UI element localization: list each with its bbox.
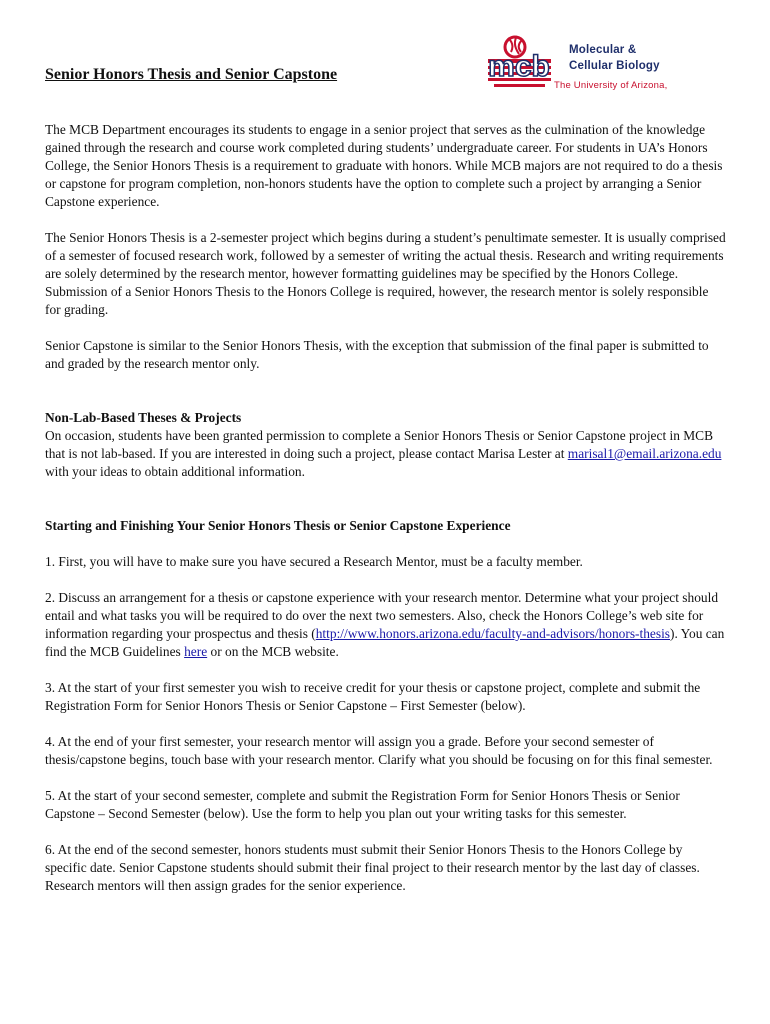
step-1: 1. First, you will have to make sure you have secured a Research Mentor, must be a faculty member. [45, 554, 583, 569]
mcb-guidelines-link[interactable]: here [184, 644, 208, 659]
step-5: 5. At the start of your second semester, complete and submit the Registration Form for Senior Honors Thesis or Senior Capstone – Second Semester (below). Use the form to help you plan out your writing tasks for this semester. [45, 788, 680, 821]
non-lab-text-after: with your ideas to obtain additional information. [45, 464, 305, 479]
mcb-logo-text: mcb [488, 50, 550, 83]
step-2-text-middle: ). You can find the MCB Guidelines [45, 626, 725, 659]
step-2-text-after: or on the MCB website. [207, 644, 339, 659]
document-body [45, 121, 727, 913]
contact-email-link[interactable]: marisal1@email.arizona.edu [567, 446, 722, 461]
mcb-logo [486, 30, 676, 100]
step-4: 4. At the end of your first semester, your research mentor will assign you a grade. Before your second semester of thesis/capstone begins, touch base with your research mentor. Clarify what you should be focusing on for this final semester. [45, 734, 713, 767]
logo-dept-line1: Molecular & [569, 44, 637, 56]
intro-paragraph-3: Senior Capstone is similar to the Senior Honors Thesis, with the exception that submission of the final paper is submitted to and graded by the research mentor only. [45, 338, 709, 371]
non-lab-text-before: On occasion, students have been granted permission to complete a Senior Honors Thesis or Senior Capstone project in MCB that is not lab-based. If you are interested in doing such a project, please contact Marisa Lester at [45, 428, 714, 461]
logo-university: The University of Arizona, [554, 80, 668, 91]
logo-dept-line2: Cellular Biology [569, 60, 660, 72]
honors-thesis-link[interactable]: http://www.honors.arizona.edu/faculty-and-advisors/honors-thesis [315, 626, 671, 641]
intro-paragraph-2: The Senior Honors Thesis is a 2-semester project which begins during a student’s penultimate semester. It is usually comprised of a semester of focused research work, followed by a semester of writing the actual thesis. Research and writing requirements are solely determined by the research mentor, however formatting guidelines may be specified by the Honors College. Submission of a Senior Honors Thesis to the Honors College is required, however, the research mentor is solely responsible for grading. [45, 230, 726, 317]
step-3: 3. At the start of your first semester you wish to receive credit for your thesis or capstone project, complete and submit the Registration Form for Senior Honors Thesis or Senior Capstone – First Semester (below). [45, 680, 701, 713]
step-6: 6. At the end of the second semester, honors students must submit their Senior Honors Thesis to the Honors College by specific date. Senior Capstone students should submit their final project to their research mentor by the last day of classes. Research mentors will then assign grades for the senior experience. [45, 842, 700, 893]
non-lab-heading: Non-Lab-Based Theses & Projects [45, 410, 242, 425]
non-lab-section [45, 409, 727, 481]
step-2-text-before: 2. Discuss an arrangement for a thesis or capstone experience with your research mentor. Determine what your project should entail and what tasks you will be required to do over the next two semesters. Also, check the Honors College’s web site for information regarding your prospectus and thesis ( [45, 590, 719, 641]
page-title: Senior Honors Thesis and Senior Capstone [45, 66, 338, 83]
steps-heading: Starting and Finishing Your Senior Honors Thesis or Senior Capstone Experience [45, 518, 511, 533]
step-2 [45, 589, 727, 661]
intro-paragraph-1: The MCB Department encourages its students to engage in a senior project that serves as the culmination of the knowledge gained through the research and course work completed during students’ undergraduate career. For students in UA’s Honors College, the Senior Honors Thesis is a requirement to graduate with honors. While MCB majors are not required to do a thesis or capstone for program completion, non-honors students have the option to complete such a project by arranging a Senior Capstone experience. [45, 122, 723, 209]
logo-department [569, 42, 660, 74]
